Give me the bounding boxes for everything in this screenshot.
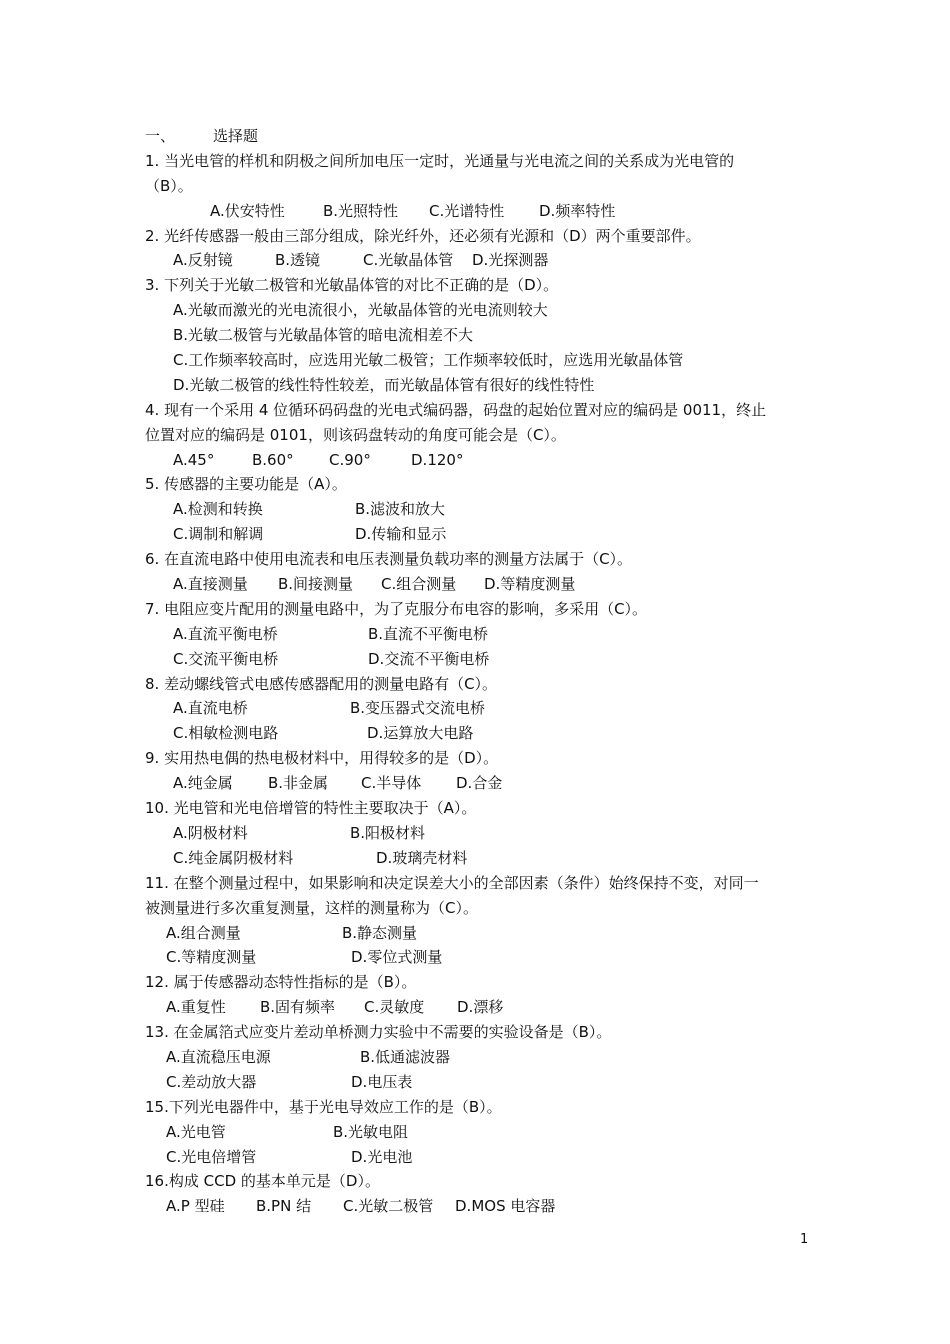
option: B.光敏二极管与光敏晶体管的暗电流相差不大: [173, 326, 474, 345]
option-row: [145, 1120, 815, 1145]
question-stem: 5. 传感器的主要功能是（A）。: [145, 475, 347, 494]
question-stem: 10. 光电管和光电倍增管的特性主要取决于（A）。: [145, 799, 477, 818]
option: D.零位式测量: [351, 948, 443, 967]
question-stem-continued: （B）。: [145, 176, 193, 195]
option: A.检测和转换: [173, 500, 263, 519]
option: A.重复性: [166, 998, 226, 1017]
option-row: [145, 821, 815, 846]
option: C.光谱特性: [429, 201, 505, 220]
option-row: [145, 721, 815, 746]
option-row: [145, 199, 815, 224]
option: D.传输和显示: [355, 525, 447, 544]
option: B.静态测量: [342, 923, 418, 942]
option: A.光电管: [166, 1122, 226, 1141]
option: D.光探测器: [472, 251, 549, 270]
option-row: [145, 846, 815, 871]
option-row: [145, 945, 815, 970]
option: C.半导体: [361, 774, 422, 793]
option: B.变压器式交流电桥: [350, 699, 486, 718]
option: C.相敏检测电路: [173, 724, 279, 743]
option: B.PN 结: [256, 1197, 312, 1216]
option: B.60°: [252, 450, 294, 469]
question-stem: 11. 在整个测量过程中，如果影响和决定误差大小的全部因素（条件）始终保持不变，对同一: [145, 873, 759, 892]
question-stem: 3. 下列关于光敏二极管和光敏晶体管的对比不正确的是（D）。: [145, 276, 559, 295]
option: B.滤波和放大: [355, 500, 446, 519]
option: A.阴极材料: [173, 823, 248, 842]
option: A.组合测量: [166, 923, 241, 942]
option: A.光敏而激光的光电流很小，光敏晶体管的光电流则较大: [173, 301, 548, 320]
option: D.交流不平衡电桥: [368, 649, 490, 668]
option: C.光敏晶体管: [363, 251, 454, 270]
option: D.玻璃壳材料: [376, 848, 468, 867]
question-stem: 13. 在金属箔式应变片差动单桥测力实验中不需要的实验设备是（B）。: [145, 1023, 612, 1042]
option-row: [145, 373, 815, 398]
option: C.调制和解调: [173, 525, 264, 544]
question-stem: 4. 现有一个采用 4 位循环码码盘的光电式编码器，码盘的起始位置对应的编码是 0011，终止: [145, 400, 767, 419]
option: A.纯金属: [173, 774, 233, 793]
option: C.交流平衡电桥: [173, 649, 279, 668]
option: A.P 型硅: [166, 1197, 225, 1216]
page-number: 1: [800, 1232, 809, 1247]
option: C.光电倍增管: [166, 1147, 257, 1166]
option: B.间接测量: [278, 575, 354, 594]
option-row: [145, 696, 815, 721]
option: B.光照特性: [323, 201, 399, 220]
option: D.等精度测量: [484, 575, 576, 594]
option: B.直流不平衡电桥: [368, 624, 489, 643]
option-row: [145, 248, 815, 273]
option: D.MOS 电容器: [455, 1197, 556, 1216]
option-row: [145, 1070, 815, 1095]
option-row: [145, 497, 815, 522]
option: C.等精度测量: [166, 948, 257, 967]
question-stem: 12. 属于传感器动态特性指标的是（B）。: [145, 973, 417, 992]
section-title: 选择题: [213, 127, 259, 145]
question-stem: 7. 电阻应变片配用的测量电路中，为了克服分布电容的影响，多采用（C）。: [145, 599, 648, 618]
question-stem-continued: 被测量进行多次重复测量，这样的测量称为（C）。: [145, 898, 478, 917]
option: D.电压表: [351, 1072, 413, 1091]
section-heading: [145, 124, 815, 149]
option: B.非金属: [268, 774, 329, 793]
option: A.直接测量: [173, 575, 248, 594]
option: B.光敏电阻: [333, 1122, 409, 1141]
option: A.45°: [173, 450, 215, 469]
option: C.差动放大器: [166, 1072, 257, 1091]
option-row: [145, 995, 815, 1020]
option-row: [145, 771, 815, 796]
option: C.组合测量: [381, 575, 457, 594]
option: D.漂移: [457, 998, 504, 1017]
option: A.伏安特性: [210, 201, 285, 220]
option: C.光敏二极管: [343, 1197, 434, 1216]
option: B.阳极材料: [350, 823, 426, 842]
option: D.光敏二极管的线性特性较差，而光敏晶体管有很好的线性特性: [173, 375, 595, 394]
question-stem: 8. 差动螺线管式电感传感器配用的测量电路有（C）。: [145, 674, 498, 693]
option: D.频率特性: [539, 201, 616, 220]
section-number: 一、: [145, 127, 176, 145]
option: D.合金: [456, 774, 503, 793]
question-stem: 15.下列光电器件中，基于光电导效应工作的是（B）。: [145, 1097, 502, 1116]
option-row: [145, 622, 815, 647]
question-stem: 2. 光纤传感器一般由三部分组成，除光纤外，还必须有光源和（D）两个重要部件。: [145, 226, 701, 245]
question-stem: 6. 在直流电路中使用电流表和电压表测量负载功率的测量方法属于（C）。: [145, 550, 633, 569]
option-row: [145, 647, 815, 672]
option: C.工作频率较高时，应选用光敏二极管；工作频率较低时，应选用光敏晶体管: [173, 351, 684, 370]
option-row: [145, 522, 815, 547]
option: A.直流平衡电桥: [173, 624, 278, 643]
option: D.光电池: [351, 1147, 413, 1166]
option-row: [145, 1045, 815, 1070]
option-row: [145, 1194, 815, 1219]
question-stem: 16.构成 CCD 的基本单元是（D）。: [145, 1172, 380, 1191]
option: D.运算放大电路: [367, 724, 474, 743]
option-row: [145, 921, 815, 946]
option: B.透镜: [275, 251, 321, 270]
option-row: [145, 323, 815, 348]
option: A.直流稳压电源: [166, 1047, 271, 1066]
option: C.纯金属阴极材料: [173, 848, 294, 867]
option: A.直流电桥: [173, 699, 248, 718]
option: B.固有频率: [260, 998, 336, 1017]
option: C.90°: [329, 450, 371, 469]
option: C.灵敏度: [364, 998, 425, 1017]
option-row: [145, 1145, 815, 1170]
question-stem: 9. 实用热电偶的热电极材料中，用得较多的是（D）。: [145, 749, 499, 768]
option: D.120°: [411, 450, 464, 469]
option-row: [145, 572, 815, 597]
option-row: [145, 348, 815, 373]
question-stem: 1. 当光电管的样机和阴极之间所加电压一定时，光通量与光电流之间的关系成为光电管的: [145, 151, 735, 170]
option: B.低通滤波器: [360, 1047, 451, 1066]
option-row: [145, 298, 815, 323]
question-stem-continued: 位置对应的编码是 0101，则该码盘转动的角度可能会是（C）。: [145, 425, 566, 444]
question-list: [145, 124, 815, 1219]
option: A.反射镜: [173, 251, 233, 270]
option-row: [145, 448, 815, 473]
